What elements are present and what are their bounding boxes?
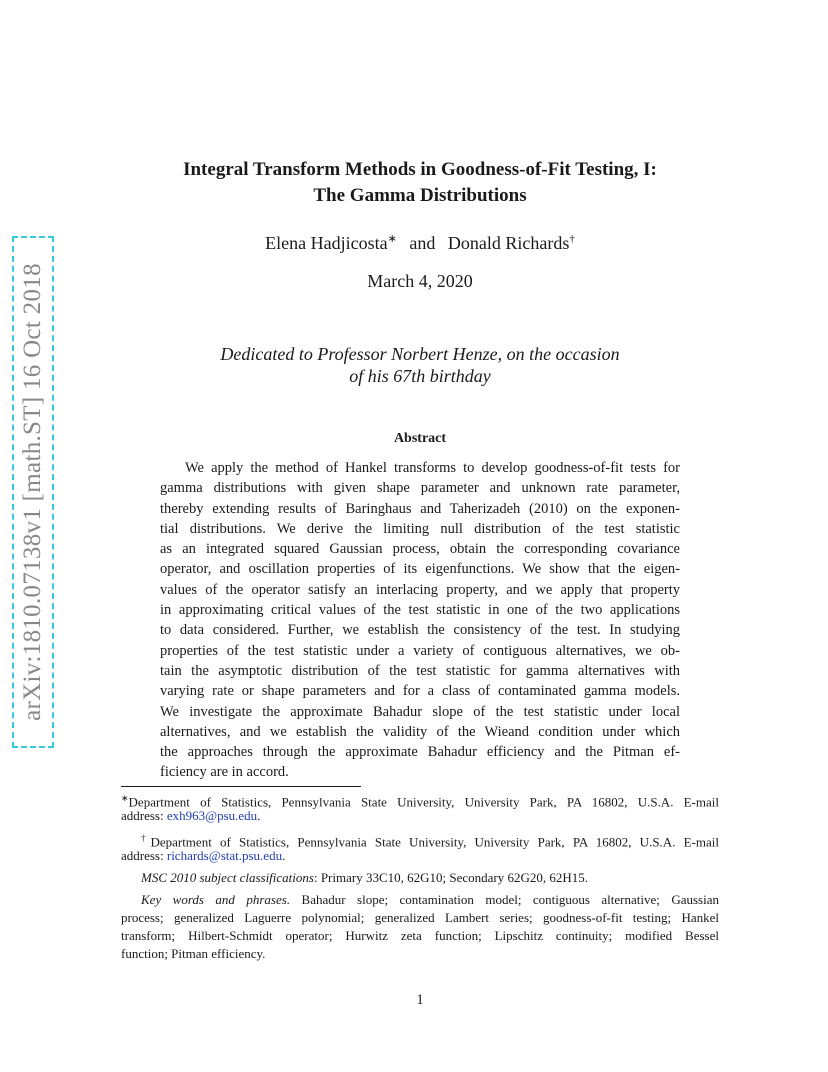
author-footnote-mark: ∗ [387,233,397,245]
footnote-text: address: [121,808,167,823]
arxiv-stamp [12,236,54,748]
abstract-line: tial distributions. We derive the limiting null distribution of the test statistic [160,520,680,537]
dedication [150,343,690,387]
paper-title-line-1: Integral Transform Methods in Goodness-of-Fit Testing, I: [183,159,657,180]
abstract-line: in approximating critical values of the test statistic in one of the two applications [160,602,680,619]
abstract-line: values of the operator satisfy an interlacing property, and we apply that property [160,581,680,598]
footnote-rule [121,786,361,787]
paper-date: March 4, 2020 [367,271,473,291]
abstract-line: varying rate or shape parameters and for a class of contaminated gamma models. [160,683,680,700]
abstract-line: operator, and oscillation properties of its eigenfunctions. We show that the eigen- [160,561,680,578]
abstract-line: ficiency are in accord. [160,764,289,781]
dedication-line-1: Dedicated to Professor Norbert Henze, on the occasion [220,344,620,364]
author-footnote-mark: † [569,233,575,245]
abstract-line: tain the asymptotic distribution of the test statistic for gamma alternatives with [160,662,680,679]
abstract-line: to data considered. Further, we establish the consistency of the test. In studying [160,622,680,639]
abstract-line: thereby extending results of Baringhaus and Taherizadeh (2010) on the exponen- [160,500,680,517]
footnote-text: Department of Statistics, Pennsylvania State University, University Park, PA 16802, U.S.A. E-mail [150,834,720,850]
keywords-line: transform; Hilbert-Schmidt operator; Hurwitz zeta function; Lipschitz continuity; modified Bessel [121,928,719,943]
abstract-line: the approaches through the approximate Bahadur efficiency and the Pitman ef- [160,744,680,761]
email-link[interactable]: exh963@psu.edu [166,808,258,823]
keywords-line: process; generalized Laguerre polynomial; generalized Lambert series; goodness-of-fit testing; Hankel [121,910,719,925]
authors [120,232,720,254]
author-name: Elena Hadjicosta [265,233,388,253]
abstract-heading: Abstract [393,431,447,446]
footnote-author-2-line-1 [121,829,720,850]
msc-label: MSC 2010 subject classifications [141,870,314,885]
email-link[interactable]: richards@stat.psu.edu [166,848,283,863]
page-number: 1 [416,992,424,1008]
footnote-text: address: [121,848,167,863]
authors-joiner: and [409,233,436,253]
abstract-line: We investigate the approximate Bahadur slope of the test statistic under local [160,703,680,720]
footnote-text: Department of Statistics, Pennsylvania State University, University Park, PA 16802, U.S.A. E-mail [128,794,719,810]
footnotes [121,789,719,963]
footnote-text: . [282,848,286,863]
author-name: Donald Richards [447,233,570,253]
abstract-body [160,458,680,783]
footnote-mark: ∗ [121,793,129,803]
paper-title-line-2: The Gamma Distributions [313,185,527,206]
msc-text: : Primary 33C10, 62G10; Secondary 62G20, 62H15. [313,870,589,885]
abstract-line: gamma distributions with given shape parameter and unknown rate parameter, [160,480,680,497]
keywords-text: Bahadur slope; contamination model; contiguous alternative; Gaussian [290,892,719,907]
abstract-line: properties of the test statistic under a variety of contiguous alternatives, we ob- [160,642,680,659]
keywords-label: Key words and phrases. [141,892,291,907]
footnote-author-1-line-1 [121,789,719,810]
footnote-mark: † [141,833,151,843]
keywords-line: function; Pitman efficiency. [121,946,266,961]
footnote-text: . [257,808,261,823]
footnote-author-1-line-2 [121,807,719,825]
abstract-line: as an integrated squared Gaussian process, obtain the corresponding covariance [160,541,680,558]
dedication-line-2: of his 67th birthday [349,366,491,386]
footnote-author-2-line-2 [121,847,719,865]
msc-classifications [121,869,719,887]
arxiv-stamp-text: arXiv:1810.07138v1 [math.ST] 16 Oct 2018 [19,263,46,721]
abstract-line: We apply the method of Hankel transforms to develop goodness-of-fit tests for [185,460,680,476]
keywords-line [121,891,719,909]
abstract-line: alternatives, and we establish the validity of the Wieand condition under which [160,723,680,740]
